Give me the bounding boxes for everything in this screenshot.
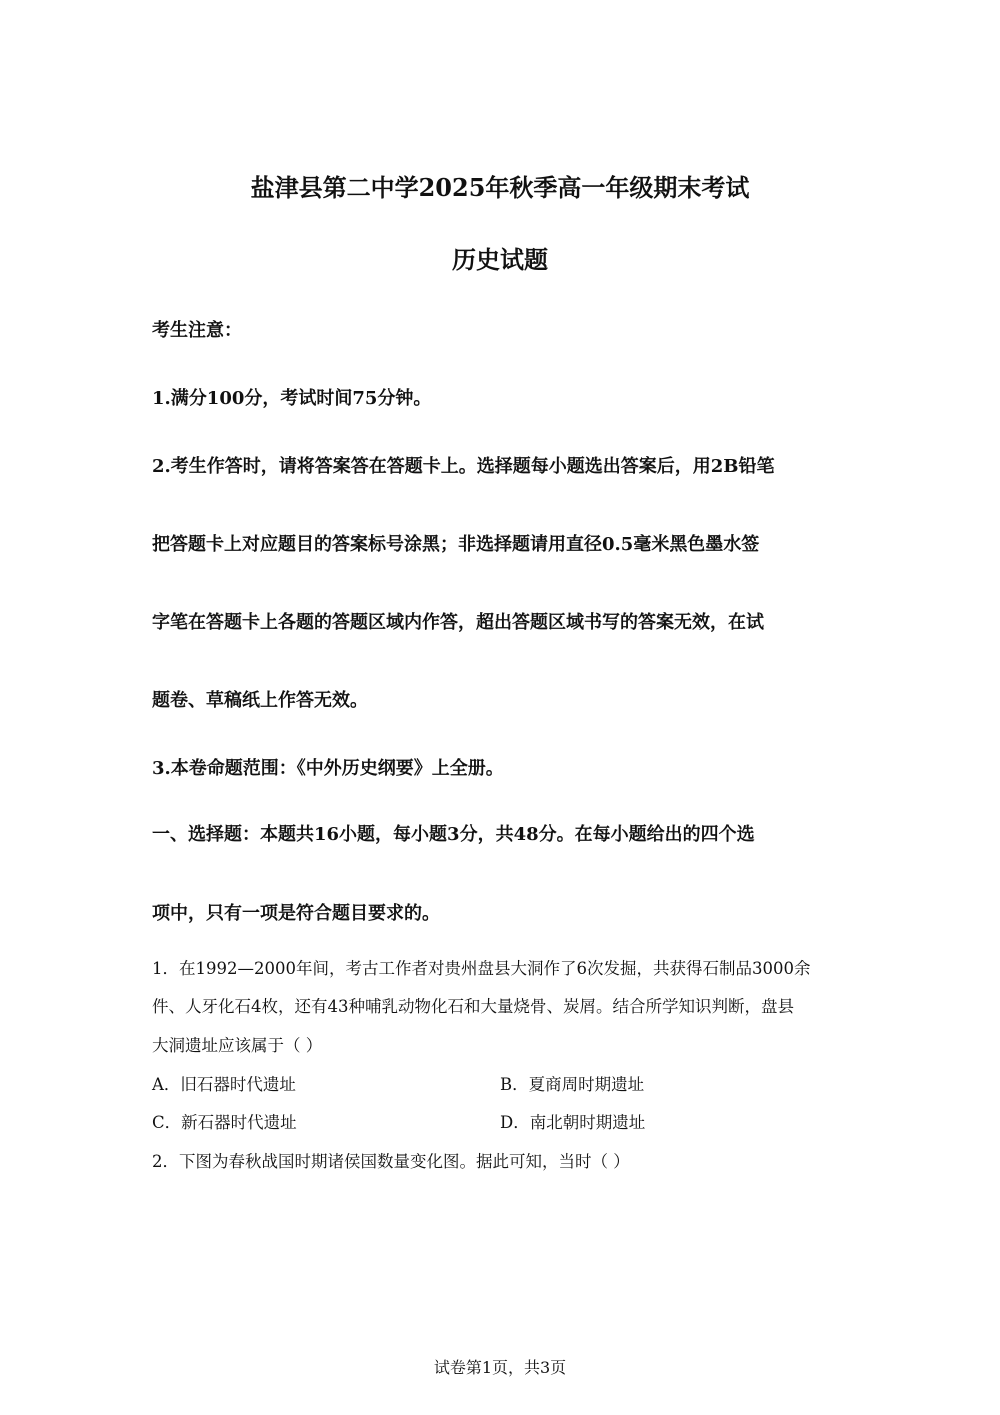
page-footer: 试卷第1页，共3页	[433, 1358, 567, 1377]
question-1-line-2: 件、人牙化石4枚，还有43种哺乳动物化石和大量烧骨、炭屑。结合所学知识判断，盘县	[152, 997, 794, 1016]
section-heading-line-2: 项中，只有一项是符合题目要求的。	[152, 903, 440, 924]
notice-item-2-line-4: 题卷、草稿纸上作答无效。	[152, 690, 368, 711]
exam-subtitle: 历史试题	[452, 245, 548, 274]
notice-item-1: 1.满分100分，考试时间75分钟。	[152, 388, 432, 409]
notice-item-3: 3.本卷命题范围：《中外历史纲要》上全册。	[152, 758, 504, 779]
question-1-option-d: D．南北朝时期遗址	[500, 1113, 646, 1132]
notice-item-2-line-1: 2.考生作答时，请将答案答在答题卡上。选择题每小题选出答案后，用2B铅笔	[152, 456, 775, 477]
question-1-option-b: B．夏商周时期遗址	[500, 1075, 645, 1094]
question-2-line-1: 2．下图为春秋战国时期诸侯国数量变化图。据此可知，当时（ ）	[152, 1152, 630, 1171]
notice-heading: 考生注意：	[152, 320, 242, 341]
question-1-line-1: 1．在1992—2000年间，考古工作者对贵州盘县大洞作了6次发掘，共获得石制品3000余	[152, 959, 811, 978]
notice-item-2-line-2: 把答题卡上对应题目的答案标号涂黑；非选择题请用直径0.5毫米黑色墨水签	[152, 534, 760, 555]
exam-title: 盐津县第二中学2025年秋季高一年级期末考试	[250, 173, 750, 202]
question-1-option-a: A．旧石器时代遗址	[152, 1075, 296, 1094]
notice-item-2-line-3: 字笔在答题卡上各题的答题区域内作答，超出答题区域书写的答案无效，在试	[152, 612, 764, 633]
section-heading-line-1: 一、选择题：本题共16小题，每小题3分，共48分。在每小题给出的四个选	[152, 824, 755, 845]
question-1-line-3: 大洞遗址应该属于（ ）	[152, 1036, 323, 1055]
question-1-option-c: C．新石器时代遗址	[152, 1113, 297, 1132]
